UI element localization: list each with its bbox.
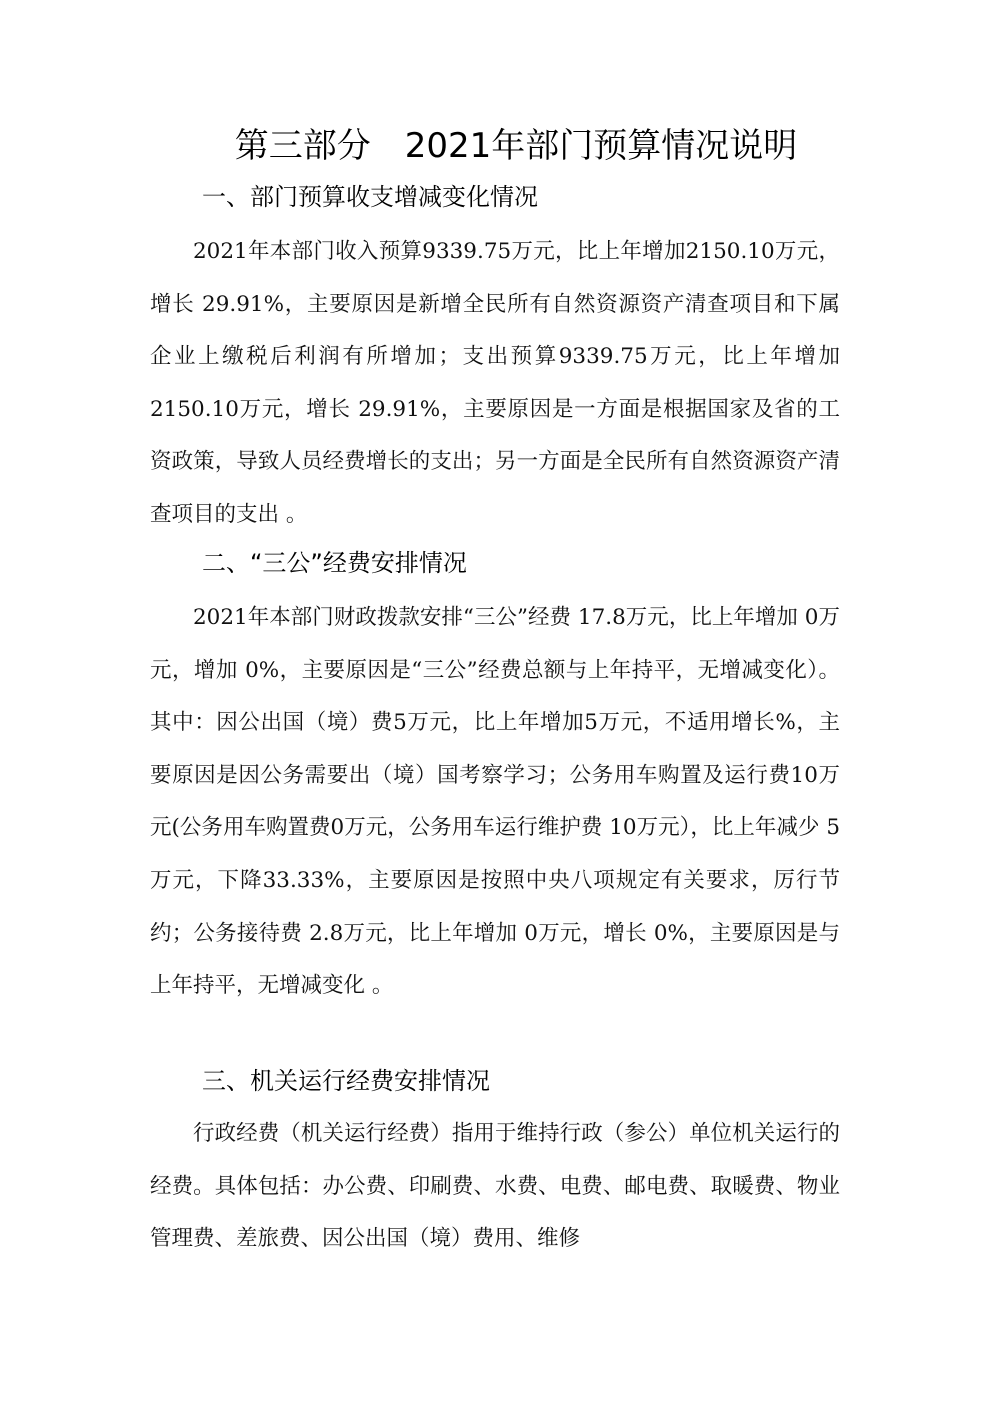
section-paragraph-1: 2021年本部门收入预算9339.75万元，比上年增加2150.10万元，增长 29.91%，主要原因是新增全民所有自然资源资产清查项目和下属企业上缴税后利润有所增加；支出预算9339.75万元，比上年增加 2150.10万元，增长 29.91%，主要原因是一方面是根据国家及省的工资政策，导致人员经费增长的支出；另一方面是全民所有自然资源资产清查项目的支出 。 [150,239,840,527]
page-title: 第三部分 2021年部门预算情况说明 [234,126,798,166]
section-heading-2: 二、“三公”经费安排情况 [202,549,467,577]
section-paragraph-2: 2021年本部门财政拨款安排“三公”经费 17.8万元，比上年增加 0万元，增加 0%，主要原因是“三公”经费总额与上年持平，无增减变化）。其中：因公出国（境）费5万元，比上年增加5万元，不适用增长%，主要原因是因公务需要出（境）国考察学习；公务用车购置及运行费10万元(公务用车购置费0万元，公务用车运行维护费 10万元），比上年减少 5万元，下降33.33%，主要原因是按照中央八项规定有关要求，厉行节约；公务接待费 2.8万元，比上年增加 0万元，增长 0%，主要原因是与上年持平，无增减变化 。 [150,605,840,999]
section-heading-1: 一、部门预算收支增减变化情况 [202,183,538,211]
section-heading-3: 三、机关运行经费安排情况 [202,1067,490,1095]
section-paragraph-3: 行政经费（机关运行经费）指用于维持行政（参公）单位机关运行的经费。具体包括：办公费、印刷费、水费、电费、邮电费、取暖费、物业管理费、差旅费、因公出国（境）费用、维修 [150,1121,840,1252]
